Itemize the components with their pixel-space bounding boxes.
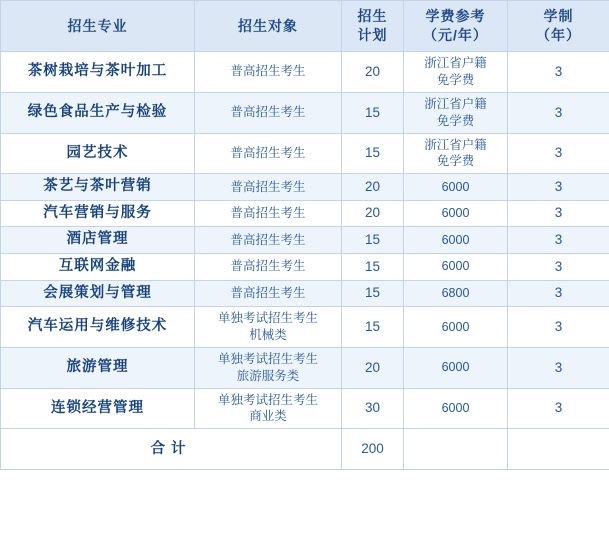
cell-plan: 20 — [342, 347, 404, 388]
cell-object: 普高招生考生 — [195, 227, 342, 254]
cell-object: 普高招生考生 — [195, 253, 342, 280]
column-header-plan: 招生 计划 — [342, 1, 404, 52]
cell-fee: 6000 — [404, 347, 508, 388]
cell-fee: 浙江省户籍 免学费 — [404, 133, 508, 174]
cell-object: 普高招生考生 — [195, 92, 342, 133]
table-row — [1, 307, 609, 348]
cell-fee: 6000 — [404, 307, 508, 348]
cell-plan: 30 — [342, 388, 404, 429]
table-row — [1, 280, 609, 307]
header-row — [1, 1, 609, 52]
cell-years: 3 — [508, 347, 609, 388]
total-years — [508, 429, 609, 470]
cell-object: 单独考试招生考生 旅游服务类 — [195, 347, 342, 388]
cell-major: 酒店管理 — [1, 227, 195, 254]
cell-object: 单独考试招生考生 商业类 — [195, 388, 342, 429]
table-row — [1, 174, 609, 201]
cell-major: 旅游管理 — [1, 347, 195, 388]
table-row — [1, 92, 609, 133]
cell-years: 3 — [508, 200, 609, 227]
cell-major: 汽车运用与维修技术 — [1, 307, 195, 348]
cell-major: 汽车营销与服务 — [1, 200, 195, 227]
table-row — [1, 388, 609, 429]
cell-years: 3 — [508, 280, 609, 307]
cell-plan: 20 — [342, 52, 404, 93]
cell-plan: 15 — [342, 227, 404, 254]
total-label: 合计 — [1, 429, 342, 470]
cell-object: 普高招生考生 — [195, 174, 342, 201]
table-row — [1, 253, 609, 280]
cell-years: 3 — [508, 133, 609, 174]
cell-major: 互联网金融 — [1, 253, 195, 280]
cell-fee: 6800 — [404, 280, 508, 307]
cell-major: 连锁经营管理 — [1, 388, 195, 429]
table-row — [1, 200, 609, 227]
table-row — [1, 227, 609, 254]
cell-years: 3 — [508, 174, 609, 201]
cell-object: 普高招生考生 — [195, 280, 342, 307]
table-body — [1, 52, 609, 470]
cell-major: 绿色食品生产与检验 — [1, 92, 195, 133]
cell-major: 茶艺与茶叶营销 — [1, 174, 195, 201]
cell-years: 3 — [508, 253, 609, 280]
cell-years: 3 — [508, 388, 609, 429]
cell-plan: 15 — [342, 133, 404, 174]
table-row — [1, 52, 609, 93]
cell-major: 园艺技术 — [1, 133, 195, 174]
cell-years: 3 — [508, 92, 609, 133]
cell-major: 会展策划与管理 — [1, 280, 195, 307]
cell-plan: 15 — [342, 253, 404, 280]
table-row — [1, 133, 609, 174]
column-header-years: 学制 （年） — [508, 1, 609, 52]
total-fee — [404, 429, 508, 470]
cell-object: 普高招生考生 — [195, 52, 342, 93]
cell-plan: 15 — [342, 280, 404, 307]
cell-years: 3 — [508, 307, 609, 348]
cell-fee: 浙江省户籍 免学费 — [404, 52, 508, 93]
table-header — [1, 1, 609, 52]
total-row — [1, 429, 609, 470]
cell-object: 单独考试招生考生 机械类 — [195, 307, 342, 348]
column-header-object: 招生对象 — [195, 1, 342, 52]
cell-fee: 6000 — [404, 388, 508, 429]
cell-fee: 6000 — [404, 253, 508, 280]
table-row — [1, 347, 609, 388]
column-header-fee: 学费参考 （元/年） — [404, 1, 508, 52]
cell-plan: 15 — [342, 307, 404, 348]
cell-fee: 浙江省户籍 免学费 — [404, 92, 508, 133]
cell-plan: 20 — [342, 174, 404, 201]
cell-fee: 6000 — [404, 227, 508, 254]
total-plan: 200 — [342, 429, 404, 470]
cell-fee: 6000 — [404, 200, 508, 227]
column-header-major: 招生专业 — [1, 1, 195, 52]
cell-major: 茶树栽培与茶叶加工 — [1, 52, 195, 93]
cell-years: 3 — [508, 52, 609, 93]
cell-plan: 20 — [342, 200, 404, 227]
cell-years: 3 — [508, 227, 609, 254]
cell-fee: 6000 — [404, 174, 508, 201]
cell-plan: 15 — [342, 92, 404, 133]
cell-object: 普高招生考生 — [195, 200, 342, 227]
cell-object: 普高招生考生 — [195, 133, 342, 174]
